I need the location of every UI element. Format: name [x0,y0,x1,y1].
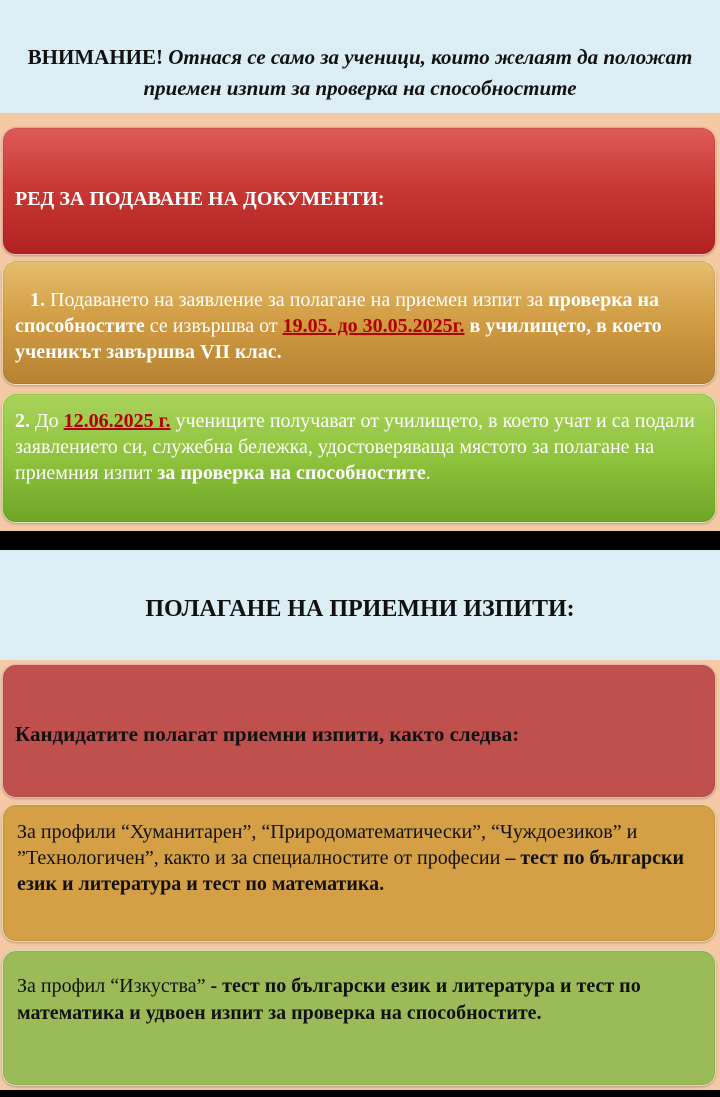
documents-section [0,113,720,531]
arts-bold: - тест по български език и литература и тест по математика и удвоен изпит за проверка на способностите. [17,975,641,1024]
arts-text: За профил “Изкуства” [17,975,206,997]
notice-banner [0,0,720,113]
exams-arts-text [17,973,705,1027]
item-bold: в училището, в което ученикът завършва VII клас. [15,315,662,363]
documents-item-2-text [15,408,707,486]
certificate-date: 12.06.2025 г. [63,410,171,432]
exams-section [0,660,720,1090]
notice-text: Отнася се само за ученици, които желаят да положат приемен изпит за проверка на способностите [143,45,693,100]
item-bold: за проверка на способностите [157,462,426,484]
profiles-text: За профили “Хуманитарен”, “Природоматематически”, “Чуждоезиков” и ”Технологичен”, както и за специалностите от професии [17,821,638,869]
bottom-strip [0,1090,720,1097]
exams-profiles-box [2,804,716,942]
exams-intro: Кандидатите полагат приемни изпити, както следва: [15,722,520,746]
item-text: Подаването на заявление за полагане на приемен изпит за [50,289,544,311]
exams-profiles-text [17,819,705,897]
documents-item-1 [2,260,716,385]
documents-heading: РЕД ЗА ПОДАВАНЕ НА ДОКУМЕНТИ: [15,188,385,210]
documents-item-2 [2,393,716,523]
item-end: . [425,462,431,484]
profiles-bold: – тест по български език и литература и тест по математика. [17,847,685,895]
item-number: 1. [30,289,45,311]
section-divider [0,531,720,550]
documents-item-1-text [15,287,705,365]
item-text: учениците получават от училището, в което учат и са подали заявлението си, служебна бележка, удостоверяваща мястото за полагане на приемния изпит [15,410,695,484]
notice-label: ВНИМАНИЕ! [27,45,164,69]
exams-intro-box [2,664,716,798]
item-bold: проверка на способностите [15,289,659,337]
exams-heading: ПОЛАГАНЕ НА ПРИЕМНИ ИЗПИТИ: [0,550,720,660]
exams-arts-box [2,950,716,1086]
item-text: До [35,410,59,432]
item-number: 2. [15,410,30,432]
item-text: се извършва от [149,315,278,337]
application-dates: 19.05. до 30.05.2025г. [282,315,465,337]
documents-heading-box [2,127,716,255]
